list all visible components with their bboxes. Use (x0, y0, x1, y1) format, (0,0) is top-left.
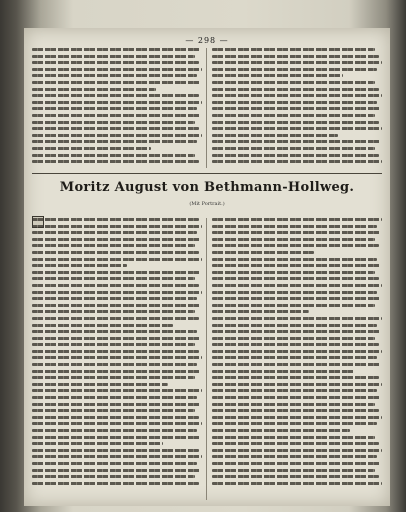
text-line (32, 376, 195, 379)
text-line (32, 383, 168, 386)
text-column-left-top (32, 48, 202, 167)
text-line (32, 244, 195, 247)
text-line (212, 127, 382, 130)
text-line (32, 74, 197, 77)
text-line (32, 330, 197, 333)
page-number: — 298 — (185, 36, 229, 45)
text-line (212, 101, 377, 104)
text-line (32, 107, 197, 110)
text-line (212, 68, 377, 71)
text-line (212, 449, 382, 452)
text-line (32, 297, 197, 300)
text-line (32, 455, 202, 458)
text-line (32, 101, 202, 104)
text-line (32, 343, 195, 346)
text-line (32, 291, 202, 294)
text-line (212, 356, 377, 359)
text-line (32, 356, 202, 359)
text-line (212, 244, 379, 247)
text-line (212, 258, 377, 261)
text-line (212, 350, 382, 353)
text-line (212, 55, 379, 58)
text-line (32, 55, 195, 58)
text-line (212, 370, 355, 373)
text-column-right-bottom (212, 218, 382, 488)
text-line (32, 436, 200, 439)
text-column-left-bottom (32, 218, 202, 488)
text-line (212, 291, 377, 294)
text-line (32, 370, 200, 373)
text-line (32, 416, 199, 419)
text-line (32, 218, 199, 221)
text-line (212, 363, 380, 366)
text-line (212, 482, 382, 485)
text-line (212, 409, 379, 412)
text-line (32, 94, 199, 97)
text-line (212, 442, 379, 445)
text-line (32, 61, 199, 64)
text-line (32, 251, 199, 254)
text-line (32, 121, 195, 124)
text-line (212, 218, 382, 221)
text-line (212, 231, 380, 234)
text-line (212, 330, 380, 333)
text-line (32, 396, 197, 399)
text-line (32, 337, 200, 340)
text-line (32, 449, 199, 452)
text-line (212, 310, 309, 313)
text-line (32, 317, 199, 320)
text-line (32, 475, 195, 478)
text-line (212, 264, 380, 267)
text-line (32, 81, 200, 84)
text-line (32, 363, 197, 366)
text-line (212, 251, 314, 254)
article-headline: Moritz August von Bethmann-Hollweg. (59, 180, 355, 195)
text-line (32, 409, 195, 412)
text-line (32, 225, 202, 228)
text-line (212, 297, 380, 300)
text-line (212, 462, 380, 465)
text-line (212, 403, 375, 406)
text-line (212, 94, 382, 97)
text-line (32, 147, 151, 150)
column-divider-top (206, 48, 207, 168)
text-line (212, 284, 382, 287)
text-line (212, 140, 380, 143)
text-line (212, 107, 380, 110)
text-line (32, 88, 156, 91)
text-line (212, 469, 375, 472)
text-line (212, 389, 377, 392)
text-line (32, 310, 195, 313)
text-line (32, 68, 202, 71)
article-byline: (Mit Portrait.) (189, 201, 225, 207)
text-line (32, 238, 200, 241)
text-line (212, 429, 350, 432)
text-line (32, 277, 195, 280)
text-line (32, 154, 195, 157)
text-line (32, 284, 199, 287)
text-line (32, 482, 199, 485)
text-line (212, 416, 382, 419)
text-line (212, 304, 375, 307)
text-line (212, 114, 375, 117)
text-line (212, 74, 343, 77)
text-line (212, 343, 379, 346)
text-line (32, 462, 197, 465)
text-line (32, 350, 199, 353)
text-line (212, 436, 375, 439)
text-line (32, 140, 197, 143)
text-line (212, 88, 379, 91)
text-line (32, 48, 200, 51)
text-line (32, 469, 200, 472)
text-line (32, 442, 163, 445)
text-line (32, 429, 197, 432)
text-line (32, 271, 200, 274)
text-line (212, 121, 379, 124)
text-line (32, 258, 202, 261)
text-line (212, 277, 379, 280)
text-line (212, 422, 377, 425)
text-line (32, 127, 199, 130)
text-line (212, 383, 382, 386)
text-line (32, 304, 200, 307)
text-line (212, 225, 377, 228)
column-divider-bottom (206, 218, 207, 500)
text-line (212, 396, 380, 399)
book-page (24, 28, 390, 506)
text-column-right-top (212, 48, 382, 167)
text-line (32, 160, 199, 163)
text-line (212, 475, 379, 478)
text-line (32, 324, 173, 327)
text-line (32, 114, 200, 117)
text-line (212, 61, 382, 64)
text-line (212, 317, 382, 320)
text-line (32, 264, 127, 267)
section-rule (32, 173, 382, 174)
text-line (212, 81, 375, 84)
text-line (212, 160, 382, 163)
text-line (212, 455, 377, 458)
text-line (212, 48, 375, 51)
text-line (212, 324, 377, 327)
text-line (32, 389, 202, 392)
text-line (212, 238, 375, 241)
text-line (212, 376, 379, 379)
text-line (212, 147, 375, 150)
text-line (32, 422, 202, 425)
text-line (212, 337, 375, 340)
text-line (32, 134, 202, 137)
text-line (212, 154, 379, 157)
text-line (212, 271, 375, 274)
text-line (32, 403, 200, 406)
text-line (212, 134, 338, 137)
text-line (32, 231, 197, 234)
